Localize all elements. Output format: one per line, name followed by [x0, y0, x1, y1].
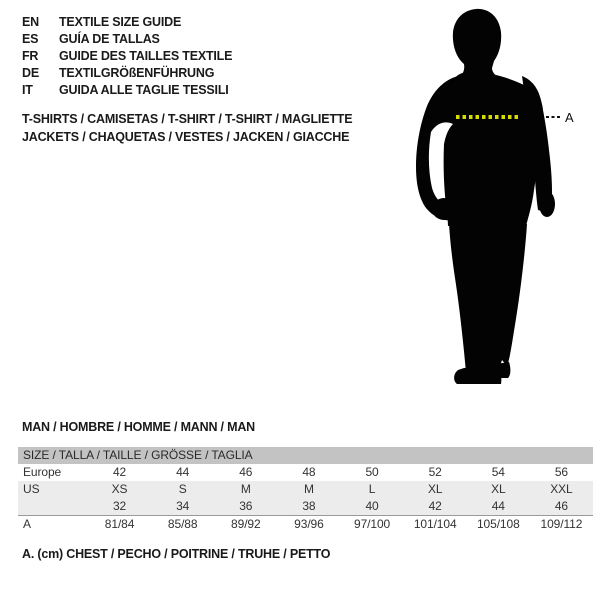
table-cell: 42: [428, 499, 442, 513]
size-table: [18, 447, 593, 533]
table-cell: 46: [554, 499, 569, 513]
table-cell: XL: [491, 482, 506, 496]
language-label: TEXTILGRÖßENFÜHRUNG: [59, 65, 215, 80]
table-cell: S: [178, 482, 187, 496]
language-code: EN: [22, 14, 39, 29]
man-legs: [449, 224, 527, 372]
size-table-header: SIZE / TALLA / TAILLE / GRÖSSE / TAGLIA: [18, 447, 593, 464]
product-types-line2: JACKETS / CHAQUETAS / VESTES / JACKEN / GIACCHE: [22, 130, 350, 144]
table-cell: 46: [239, 465, 253, 479]
table-cell: 85/88: [167, 517, 198, 531]
size-table-rows: [18, 464, 593, 533]
table-cell: 56: [554, 465, 569, 479]
table-cell: 97/100: [354, 517, 391, 531]
language-row: [22, 64, 232, 81]
man-back-foot: [496, 362, 510, 378]
table-cell: 105/108: [476, 517, 520, 531]
language-code: DE: [22, 65, 39, 80]
table-row: [18, 515, 593, 533]
man-head: [453, 9, 501, 78]
table-cell: 81/84: [104, 517, 135, 531]
table-cell: 89/92: [231, 517, 261, 531]
language-code: ES: [22, 31, 39, 46]
table-cell: 93/96: [294, 517, 324, 531]
table-cell: 38: [302, 499, 316, 513]
table-cell: 36: [239, 499, 253, 513]
table-cell: 44: [176, 465, 190, 479]
table-cell: XXL: [550, 482, 573, 496]
language-row: [22, 81, 232, 98]
table-cell: XS: [111, 482, 128, 496]
man-front-shoe: [454, 366, 501, 384]
language-row: [22, 30, 232, 47]
table-cell: 52: [428, 465, 442, 479]
measurement-footnote: A. (cm) CHEST / PECHO / POITRINE / TRUHE / PETTO: [22, 547, 331, 561]
table-cell: 34: [176, 499, 190, 513]
language-code: FR: [22, 48, 39, 63]
table-row-label: A: [23, 517, 31, 531]
man-right-hand: [539, 191, 555, 217]
table-cell: XL: [427, 482, 443, 496]
table-cell: 32: [112, 499, 127, 513]
language-label: GUIDE DES TAILLES TEXTILE: [59, 48, 233, 63]
table-row-label: US: [23, 482, 40, 496]
language-row: [22, 47, 232, 64]
product-types-line1: T-SHIRTS / CAMISETAS / T-SHIRT / T-SHIRT / MAGLIETTE: [22, 112, 353, 126]
table-cell: 48: [302, 465, 316, 479]
section-title-man: MAN / HOMBRE / HOMME / MANN / MAN: [22, 420, 255, 434]
table-cell: M: [240, 482, 251, 496]
language-label: TEXTILE SIZE GUIDE: [59, 14, 182, 29]
table-row-label: [18, 498, 88, 515]
language-row: [22, 13, 232, 30]
table-row-label: Europe: [23, 465, 62, 479]
measure-label-a: A: [565, 110, 574, 125]
man-silhouette-figure: [410, 6, 585, 401]
table-cell: 101/104: [413, 517, 457, 531]
language-list: [22, 13, 232, 98]
table-cell: 40: [365, 499, 379, 513]
table-cell: 50: [365, 465, 379, 479]
product-types: [22, 110, 352, 146]
language-label: GUIDA ALLE TAGLIE TESSILI: [59, 82, 229, 97]
table-cell: 109/112: [540, 517, 583, 531]
table-cell: 44: [491, 499, 505, 513]
table-cell: L: [368, 482, 376, 496]
table-cell: 54: [491, 465, 505, 479]
language-label: GUÍA DE TALLAS: [59, 31, 160, 46]
table-cell: M: [303, 482, 314, 496]
table-row: [18, 498, 593, 515]
table-row: [18, 464, 593, 481]
language-code: IT: [22, 82, 33, 97]
table-row: [18, 481, 593, 498]
man-left-hand: [432, 198, 456, 220]
table-cell: 42: [112, 465, 127, 479]
